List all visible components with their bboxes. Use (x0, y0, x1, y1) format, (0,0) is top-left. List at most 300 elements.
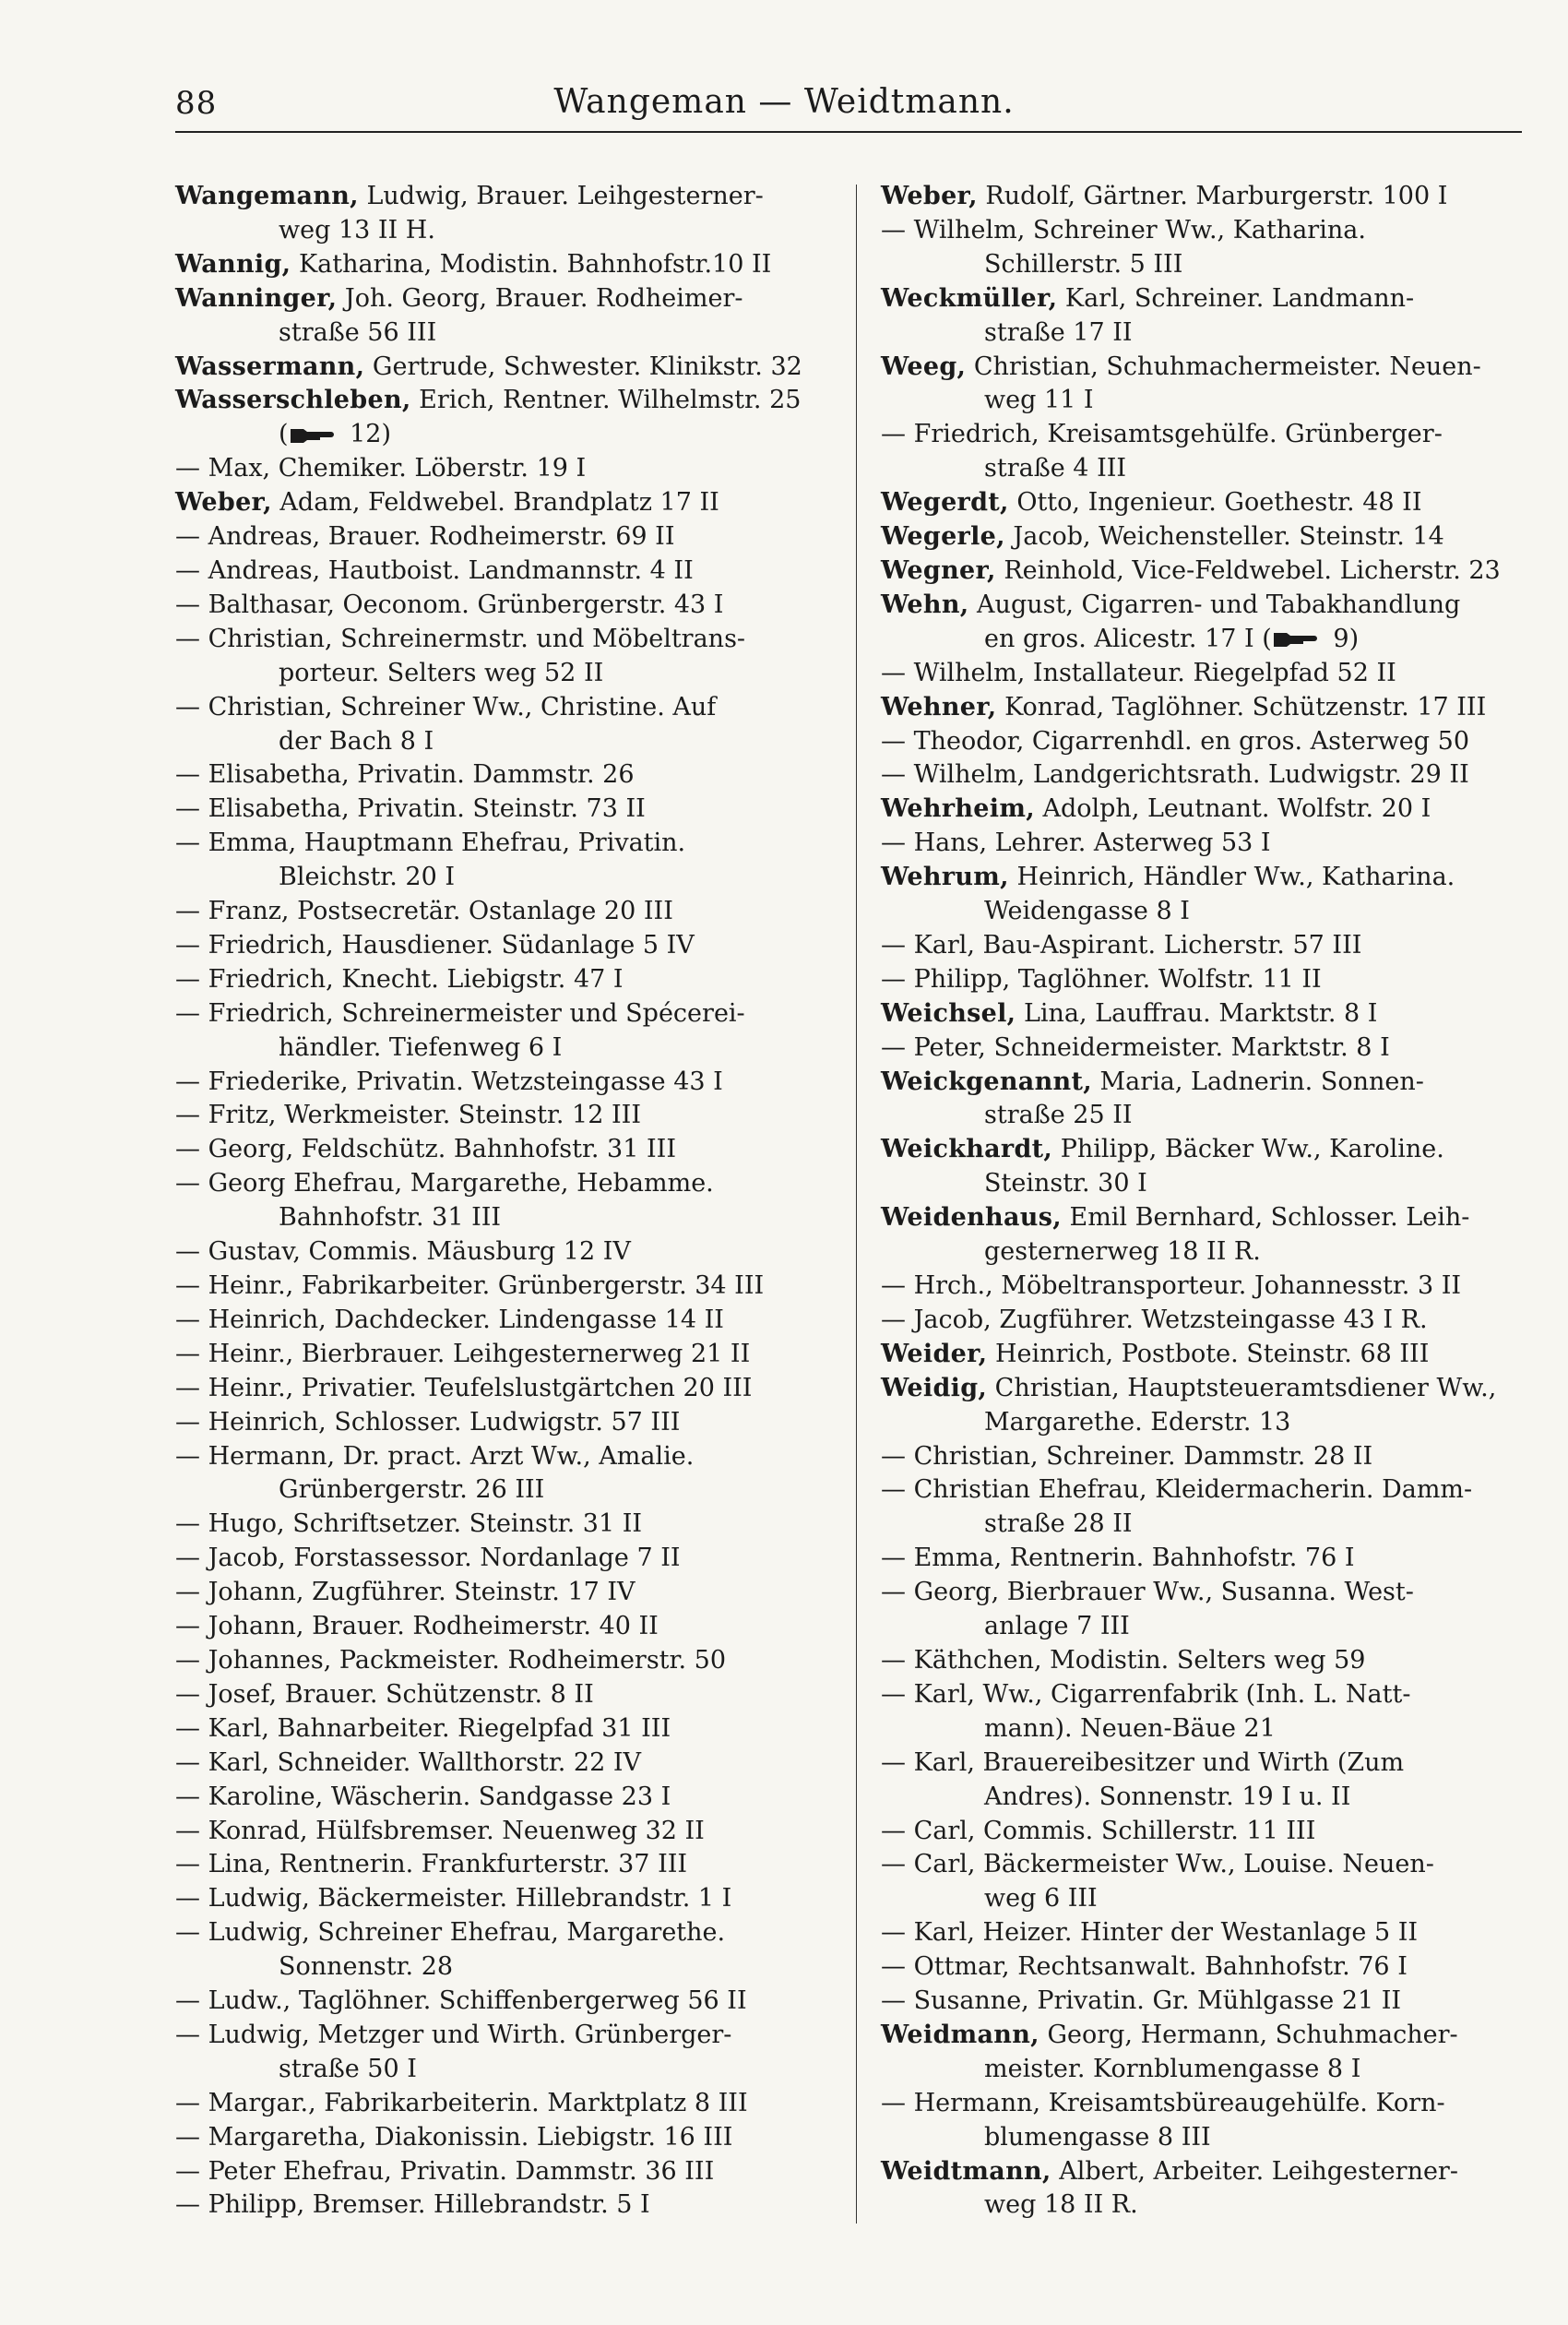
directory-entry (881, 1473, 1526, 1542)
entry-line (175, 2121, 849, 2155)
surname: Weidmann, (881, 2020, 1039, 2049)
entry-text: — Johann, Zugführer. Steinstr. 17 IV (175, 1578, 636, 1607)
directory-entry (881, 1338, 1526, 1372)
entry-text: Christian, Schuhmachermeister. Neuen- (966, 352, 1481, 381)
entry-line (175, 1712, 849, 1747)
telephone-hand-icon (1272, 629, 1325, 650)
directory-entry (175, 554, 849, 589)
entry-line (881, 793, 1526, 827)
entry-line (175, 2188, 849, 2223)
entry-text: weg 13 II H. (279, 215, 435, 244)
entry-line (175, 1848, 849, 1882)
entry-line (881, 1304, 1526, 1338)
entry-text: — Karl, Ww., Cigarrenfabrik (Inh. L. Natt- (881, 1679, 1411, 1709)
page-number: 88 (175, 85, 218, 122)
entry-line (175, 1576, 849, 1610)
left-column (175, 180, 849, 2223)
entry-text: — Andreas, Brauer. Rodheimerstr. 69 II (175, 522, 675, 552)
entry-text: porteur. Selters weg 52 II (279, 658, 604, 687)
entry-continuation-line (881, 2188, 1526, 2223)
surname: Wehrheim, (881, 794, 1035, 824)
directory-entry (881, 1644, 1526, 1678)
directory-entry (175, 520, 849, 554)
entry-line (175, 1440, 849, 1474)
entry-line (175, 1372, 849, 1406)
directory-entry (881, 691, 1526, 725)
entry-continuation-line (881, 316, 1526, 351)
entry-line (175, 384, 849, 418)
entry-text: straße 56 III (279, 317, 437, 347)
entry-continuation-line (881, 895, 1526, 929)
directory-entry (881, 963, 1526, 997)
entry-text: — Susanne, Privatin. Gr. Mühlgasse 21 II (881, 1986, 1402, 2016)
directory-entry (881, 520, 1526, 554)
entry-text: — Christian, Schreiner Ww., Christine. Auf (175, 692, 717, 721)
directory-entry (175, 2121, 849, 2155)
entry-text: — Carl, Commis. Schillerstr. 11 III (881, 1816, 1316, 1845)
entry-text: der Bach 8 I (279, 726, 434, 756)
entry-line (881, 418, 1526, 452)
entry-continuation-line (175, 316, 849, 351)
entry-text: — Josef, Brauer. Schützenstr. 8 II (175, 1679, 594, 1709)
entry-line (175, 1304, 849, 1338)
entry-text: Christian, Hauptsteueramtsdiener Ww., (987, 1373, 1497, 1402)
entry-text: — Karl, Bahnarbeiter. Riegelpfad 31 III (175, 1713, 671, 1743)
entry-text: — Friedrich, Kreisamtsgehülfe. Grünberger- (881, 420, 1443, 449)
directory-entry (175, 452, 849, 486)
surname: Wehn, (881, 590, 969, 619)
entry-line (175, 623, 849, 657)
entry-text: — Konrad, Hülfsbremser. Neuenweg 32 II (175, 1816, 705, 1845)
entry-text: — Christian, Schreinermstr. und Möbeltrans- (175, 624, 746, 653)
entry-line (175, 180, 849, 214)
entry-line (881, 657, 1526, 691)
directory-entry (175, 997, 849, 1066)
surname: Weickhardt, (881, 1135, 1053, 1164)
directory-entry (175, 1440, 849, 1508)
entry-line (881, 861, 1526, 895)
entry-text: — Elisabetha, Privatin. Steinstr. 73 II (175, 794, 646, 824)
entry-line (881, 1542, 1526, 1576)
entry-line (881, 691, 1526, 725)
header-rule (175, 131, 1522, 133)
entry-text: — Wilhelm, Schreiner Ww., Katharina. (881, 215, 1366, 244)
entry-text: straße 4 III (984, 454, 1127, 483)
entry-text: — Friederike, Privatin. Wetzsteingasse 43 I (175, 1067, 723, 1096)
entry-text: — Ludw., Taglöhner. Schiffenbergerweg 56 II (175, 1986, 747, 2016)
entry-line (881, 1747, 1526, 1781)
surname: Weidenhaus, (881, 1203, 1062, 1233)
entry-line (175, 554, 849, 589)
entry-line (881, 2019, 1526, 2053)
entry-text: Emil Bernhard, Schlosser. Leih- (1061, 1203, 1470, 1233)
surname: Wehrum, (881, 863, 1009, 892)
entry-text: Sonnenstr. 28 (279, 1952, 454, 1982)
directory-entry (175, 1712, 849, 1747)
directory-entry (175, 623, 849, 691)
entry-continuation-line (881, 1508, 1526, 1542)
entry-line (881, 1031, 1526, 1066)
entry-line (881, 1576, 1526, 1610)
entry-line (175, 793, 849, 827)
entry-continuation-line (881, 1781, 1526, 1815)
entry-text: — Balthasar, Oeconom. Grünbergerstr. 43 I (175, 590, 724, 619)
directory-entry (881, 2019, 1526, 2087)
entry-text: — Philipp, Taglöhner. Wolfstr. 11 II (881, 964, 1322, 994)
directory-entry (175, 793, 849, 827)
entry-line (881, 1372, 1526, 1406)
directory-entry (175, 1372, 849, 1406)
entry-text: Bleichstr. 20 I (279, 863, 456, 892)
entry-text: — Christian Ehefrau, Kleidermacherin. Damm- (881, 1475, 1473, 1505)
entry-continuation-line (881, 1235, 1526, 1270)
directory-entry (175, 1882, 849, 1916)
entry-text: Steinstr. 30 I (984, 1169, 1147, 1198)
entry-text: — Karl, Schneider. Wallthorstr. 22 IV (175, 1747, 642, 1777)
entry-text: Margarethe. Ederstr. 13 (984, 1407, 1291, 1437)
entry-text: Jacob, Weichensteller. Steinstr. 14 (1004, 522, 1444, 552)
entry-line (175, 1167, 849, 1201)
entry-continuation-line (881, 2053, 1526, 2087)
entry-text: — Max, Chemiker. Löberstr. 19 I (175, 454, 587, 483)
directory-entry (175, 1542, 849, 1576)
entry-line (881, 1133, 1526, 1167)
entry-text: — Heinr., Bierbrauer. Leihgesternerweg 21 II (175, 1339, 751, 1368)
directory-entry (175, 2087, 849, 2121)
entry-text: straße 25 II (984, 1101, 1133, 1130)
directory-entry (175, 2019, 849, 2087)
directory-entry (881, 861, 1526, 929)
directory-entry (175, 827, 849, 895)
directory-entry (175, 248, 849, 282)
entry-text: — Käthchen, Modistin. Selters weg 59 (881, 1645, 1366, 1675)
entry-continuation-line (881, 1712, 1526, 1747)
surname: Weickgenannt, (881, 1067, 1092, 1096)
directory-entry (175, 1747, 849, 1781)
directory-entry (881, 1440, 1526, 1474)
entry-line (175, 691, 849, 725)
entry-text: Schillerstr. 5 III (984, 249, 1183, 279)
directory-entry (881, 827, 1526, 861)
entry-text: — Wilhelm, Installateur. Riegelpfad 52 II (881, 658, 1396, 687)
entry-text: — Elisabetha, Privatin. Dammstr. 26 (175, 760, 635, 790)
directory-entry (881, 725, 1526, 759)
surname: Wehner, (881, 692, 997, 721)
surname: Weckmüller, (881, 283, 1058, 313)
directory-entry (175, 1644, 849, 1678)
directory-entry (881, 214, 1526, 282)
entry-line (881, 963, 1526, 997)
entry-text: weg 18 II R. (984, 2190, 1138, 2220)
entry-text: — Peter, Schneidermeister. Marktstr. 8 I (881, 1032, 1390, 1062)
entry-line (881, 2155, 1526, 2189)
entry-line (881, 1848, 1526, 1882)
entry-continuation-line (881, 623, 1526, 657)
entry-line (175, 1508, 849, 1542)
entry-text: — Johann, Brauer. Rodheimerstr. 40 II (175, 1612, 659, 1641)
entry-text: — Georg Ehefrau, Margarethe, Hebamme. (175, 1169, 714, 1198)
entry-text: — Karl, Brauereibesitzer und Wirth (Zum (881, 1747, 1405, 1777)
entry-line (881, 1201, 1526, 1235)
entry-text: — Fritz, Werkmeister. Steinstr. 12 III (175, 1101, 641, 1130)
entry-line (881, 827, 1526, 861)
directory-entry (881, 1542, 1526, 1576)
entry-text: ( 12) (279, 420, 392, 449)
entry-line (175, 1066, 849, 1100)
directory-entry (881, 554, 1526, 589)
entry-line (881, 2087, 1526, 2121)
entry-line (175, 1099, 849, 1133)
surname: Weber, (175, 488, 272, 518)
entry-continuation-line (175, 861, 849, 895)
entry-text: — Hermann, Dr. pract. Arzt Ww., Amalie. (175, 1441, 695, 1471)
entry-line (175, 1678, 849, 1712)
entry-line (175, 2019, 849, 2053)
entry-continuation-line (175, 1950, 849, 1985)
directory-entry (175, 1304, 849, 1338)
directory-entry (881, 351, 1526, 419)
entry-text: weg 11 I (984, 386, 1094, 415)
entry-continuation-line (175, 1031, 849, 1066)
surname: Weidtmann, (881, 2156, 1051, 2186)
directory-entry (175, 929, 849, 963)
directory-entry (881, 2155, 1526, 2224)
entry-text: meister. Kornblumengasse 8 I (984, 2054, 1361, 2083)
entry-line (881, 1678, 1526, 1712)
entry-text: — Johannes, Packmeister. Rodheimerstr. 50 (175, 1645, 726, 1675)
directory-entry (175, 1848, 849, 1882)
surname: Wassermann, (175, 352, 365, 381)
entry-text: — Hugo, Schriftsetzer. Steinstr. 31 II (175, 1509, 643, 1539)
entry-text: straße 17 II (984, 317, 1133, 347)
directory-entry (881, 1576, 1526, 1644)
entry-text: Joh. Georg, Brauer. Rodheimer- (337, 283, 743, 313)
entry-text: — Emma, Rentnerin. Bahnhofstr. 76 I (881, 1544, 1355, 1573)
entry-line (175, 589, 849, 623)
entry-text: — Peter Ehefrau, Privatin. Dammstr. 36 III (175, 2156, 715, 2186)
entry-text: — Emma, Hauptmann Ehefrau, Privatin. (175, 829, 686, 858)
entry-text: August, Cigarren- und Tabakhandlung (968, 590, 1461, 619)
entry-continuation-line (881, 1406, 1526, 1440)
entry-continuation-line (175, 214, 849, 248)
entry-text: Katharina, Modistin. Bahnhofstr.10 II (291, 249, 772, 279)
entry-text: Konrad, Taglöhner. Schützenstr. 17 III (996, 692, 1487, 721)
directory-entry (881, 282, 1526, 351)
directory-entry (175, 1576, 849, 1610)
surname: Wannig, (175, 249, 291, 279)
directory-entry (881, 1031, 1526, 1066)
directory-entry (881, 1133, 1526, 1201)
directory-entry (881, 589, 1526, 657)
directory-entry (881, 1270, 1526, 1304)
entry-text: Weidengasse 8 I (984, 897, 1190, 926)
entry-text: — Georg, Feldschütz. Bahnhofstr. 31 III (175, 1135, 676, 1164)
column-divider (856, 185, 857, 2224)
directory-entry (175, 2155, 849, 2189)
directory-entry (881, 1066, 1526, 1134)
directory-entry (175, 1167, 849, 1235)
entry-continuation-line (175, 418, 849, 452)
entry-line (175, 997, 849, 1031)
entry-line (881, 282, 1526, 316)
directory-entry (881, 793, 1526, 827)
entry-line (881, 1338, 1526, 1372)
entry-text: Gertrude, Schwester. Klinikstr. 32 (364, 352, 802, 381)
entry-text: — Hans, Lehrer. Asterweg 53 I (881, 829, 1271, 858)
entry-line (881, 180, 1526, 214)
entry-text: — Margaretha, Diakonissin. Liebigstr. 16 III (175, 2122, 733, 2152)
entry-line (881, 997, 1526, 1031)
directory-entry (881, 1950, 1526, 1985)
directory-entry (881, 929, 1526, 963)
entry-line (881, 725, 1526, 759)
entry-line (175, 1610, 849, 1644)
entry-text: — Hermann, Kreisamtsbüreaugehülfe. Korn- (881, 2088, 1445, 2117)
entry-line (881, 1644, 1526, 1678)
entry-line (175, 1747, 849, 1781)
surname: Wasserschleben, (175, 386, 411, 415)
entry-line (881, 758, 1526, 793)
entry-text: Erich, Rentner. Wilhelmstr. 25 (410, 386, 802, 415)
entry-text: — Jacob, Zugführer. Wetzsteingasse 43 I R. (881, 1305, 1428, 1334)
entry-continuation-line (881, 1167, 1526, 1201)
entry-text: Maria, Ladnerin. Sonnen- (1091, 1067, 1424, 1096)
entry-text: — Friedrich, Hausdiener. Südanlage 5 IV (175, 930, 695, 960)
directory-entry (881, 1304, 1526, 1338)
entry-text: Rudolf, Gärtner. Marburgerstr. 100 I (977, 182, 1448, 210)
entry-line (175, 1133, 849, 1167)
entry-line (175, 2087, 849, 2121)
surname: Wegerdt, (881, 488, 1009, 518)
entry-line (175, 1542, 849, 1576)
entry-line (881, 554, 1526, 589)
entry-line (175, 351, 849, 385)
entry-line (881, 589, 1526, 623)
directory-entry (175, 758, 849, 793)
entry-continuation-line (175, 725, 849, 759)
entry-line (175, 1781, 849, 1815)
directory-entry (175, 282, 849, 351)
entry-continuation-line (881, 1882, 1526, 1916)
entry-text: — Ludwig, Metzger und Wirth. Grünberger- (175, 2020, 732, 2049)
entry-text: — Ludwig, Schreiner Ehefrau, Margarethe. (175, 1918, 726, 1948)
entry-text: — Karl, Heizer. Hinter der Westanlage 5 II (881, 1918, 1419, 1948)
directory-entry (175, 691, 849, 759)
entry-text: — Karoline, Wäscherin. Sandgasse 23 I (175, 1782, 671, 1811)
directory-entry (881, 418, 1526, 486)
entry-text: — Hrch., Möbeltransporteur. Johannesstr. 3 II (881, 1271, 1462, 1300)
entry-line (881, 1985, 1526, 2019)
entry-line (881, 1066, 1526, 1100)
entry-text: — Karl, Bau-Aspirant. Licherstr. 57 III (881, 930, 1362, 960)
entry-text: straße 28 II (984, 1509, 1133, 1539)
entry-text: Andres). Sonnenstr. 19 I u. II (984, 1782, 1351, 1811)
surname: Weider, (881, 1339, 988, 1368)
entry-text: Grünbergerstr. 26 III (279, 1475, 545, 1505)
entry-line (175, 452, 849, 486)
entry-text: Lina, Lauffrau. Marktstr. 8 I (1016, 998, 1378, 1028)
running-title: Wangeman — Weidtmann. (553, 83, 1015, 121)
entry-text: — Wilhelm, Landgerichtsrath. Ludwigstr. 29 II (881, 760, 1469, 790)
entry-text: Reinhold, Vice-Feldwebel. Licherstr. 23 (995, 555, 1501, 585)
entry-line (175, 1815, 849, 1849)
entry-continuation-line (881, 1099, 1526, 1133)
entry-text: Heinrich, Postbote. Steinstr. 68 III (987, 1339, 1430, 1368)
directory-entry (881, 997, 1526, 1031)
entry-text: Karl, Schreiner. Landmann- (1057, 283, 1415, 313)
entry-line (881, 929, 1526, 963)
directory-entry (175, 1066, 849, 1100)
surname: Wangemann, (175, 182, 359, 210)
entry-line (175, 1235, 849, 1270)
directory-entry (175, 1099, 849, 1133)
entry-text: blumengasse 8 III (984, 2122, 1211, 2152)
entry-text: anlage 7 III (984, 1612, 1130, 1641)
directory-entry (175, 895, 849, 929)
surname: Wanninger, (175, 283, 338, 313)
directory-entry (175, 1985, 849, 2019)
entry-line (175, 1916, 849, 1950)
entry-text: Albert, Arbeiter. Leihgesterner- (1051, 2156, 1458, 2186)
entry-text: händler. Tiefenweg 6 I (279, 1032, 563, 1062)
entry-continuation-line (881, 384, 1526, 418)
entry-text: — Philipp, Bremser. Hillebrandstr. 5 I (175, 2190, 650, 2220)
entry-text: — Franz, Postsecretär. Ostanlage 20 III (175, 897, 673, 926)
right-column (881, 180, 1526, 2223)
entry-line (881, 486, 1526, 520)
entry-text: — Ottmar, Rechtsanwalt. Bahnhofstr. 76 I (881, 1952, 1408, 1982)
directory-entry (881, 1372, 1526, 1440)
entry-continuation-line (881, 248, 1526, 282)
entry-text: straße 50 I (279, 2054, 417, 2083)
entry-line (881, 1440, 1526, 1474)
directory-entry (175, 1678, 849, 1712)
directory-entry (881, 1815, 1526, 1849)
entry-text: gesternerweg 18 II R. (984, 1237, 1261, 1267)
entry-text: — Theodor, Cigarrenhdl. en gros. Asterweg 50 (881, 726, 1470, 756)
entry-text: mann). Neuen-Bäue 21 (984, 1713, 1276, 1743)
entry-line (881, 1270, 1526, 1304)
directory-entry (881, 1747, 1526, 1815)
directory-entry (175, 1610, 849, 1644)
entry-line (175, 520, 849, 554)
directory-entry (881, 758, 1526, 793)
entry-continuation-line (175, 1201, 849, 1235)
entry-text: — Andreas, Hautboist. Landmannstr. 4 II (175, 555, 694, 585)
surname: Weidig, (881, 1373, 988, 1402)
entry-line (175, 1338, 849, 1372)
entry-line (175, 895, 849, 929)
entry-line (175, 1985, 849, 2019)
entry-line (175, 929, 849, 963)
directory-entry (175, 2188, 849, 2223)
entry-line (175, 2155, 849, 2189)
entry-continuation-line (881, 1610, 1526, 1644)
surname: Weichsel, (881, 998, 1016, 1028)
directory-entry (175, 1508, 849, 1542)
entry-line (881, 214, 1526, 248)
entry-text: Ludwig, Brauer. Leihgesterner- (358, 182, 764, 210)
directory-entry (881, 1201, 1526, 1270)
entry-line (175, 1882, 849, 1916)
entry-text: — Heinr., Privatier. Teufelslustgärtchen 20 III (175, 1373, 753, 1402)
entry-text: Adolph, Leutnant. Wolfstr. 20 I (1034, 794, 1431, 824)
directory-entry (175, 384, 849, 452)
directory-entry (175, 351, 849, 385)
entry-line (881, 520, 1526, 554)
entry-line (881, 1815, 1526, 1849)
entry-line (175, 1270, 849, 1304)
